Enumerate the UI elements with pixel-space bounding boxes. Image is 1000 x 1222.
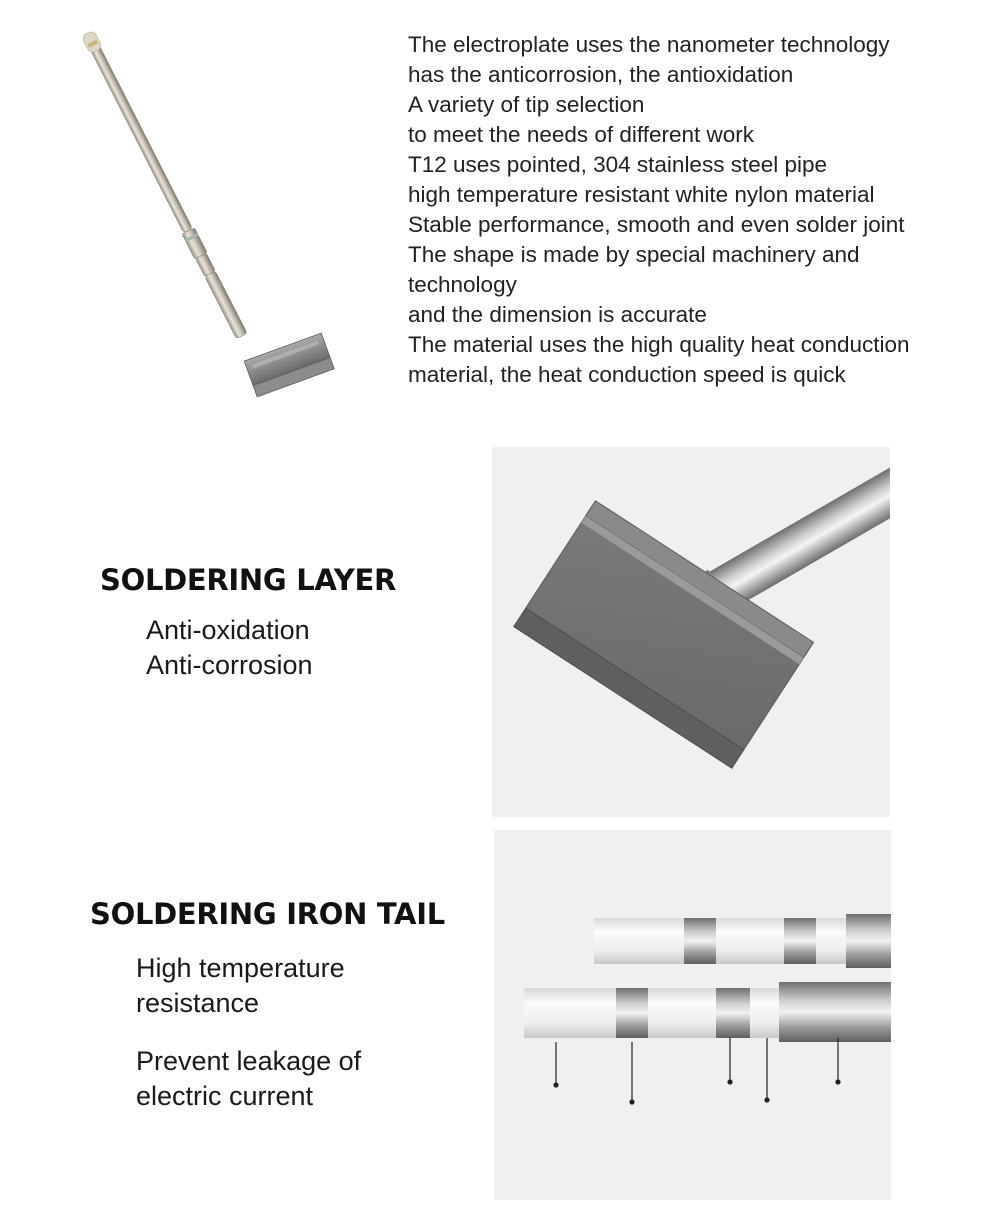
description-line: The material uses the high quality heat conduction [408, 332, 910, 357]
description-line: technology [408, 272, 517, 297]
feature-anti-corrosion: Anti-corrosion [146, 650, 313, 680]
product-description [408, 30, 988, 390]
description-line: material, the heat conduction speed is quick [408, 362, 846, 387]
soldering-layer-heading: SOLDERING LAYER [100, 563, 396, 597]
description-line: A variety of tip selection [408, 92, 645, 117]
description-line: The shape is made by special machinery and [408, 242, 860, 267]
feature-line: resistance [136, 988, 260, 1018]
soldering-iron-tail-heading: SOLDERING IRON TAIL [90, 897, 445, 931]
description-line: has the anticorrosion, the antioxidation [408, 62, 794, 87]
description-line: The electroplate uses the nanometer technology [408, 32, 890, 57]
soldering-layer-features [146, 613, 313, 683]
feature-prevent-leakage [136, 1044, 361, 1114]
feature-high-temperature-resistance [136, 951, 345, 1021]
feature-anti-oxidation: Anti-oxidation [146, 615, 310, 645]
product-image-soldering-tip [40, 30, 400, 420]
feature-line: Prevent leakage of [136, 1046, 362, 1076]
description-line: to meet the needs of different work [408, 122, 755, 147]
soldering-iron-tail-closeup-image [494, 830, 891, 1200]
soldering-layer-closeup-image [492, 447, 890, 817]
feature-line: electric current [136, 1081, 314, 1111]
description-line: T12 uses pointed, 304 stainless steel pipe [408, 152, 828, 177]
description-line: and the dimension is accurate [408, 302, 707, 327]
feature-line: High temperature [136, 953, 345, 983]
description-line: high temperature resistant white nylon material [408, 182, 875, 207]
description-line: Stable performance, smooth and even solder joint [408, 212, 905, 237]
